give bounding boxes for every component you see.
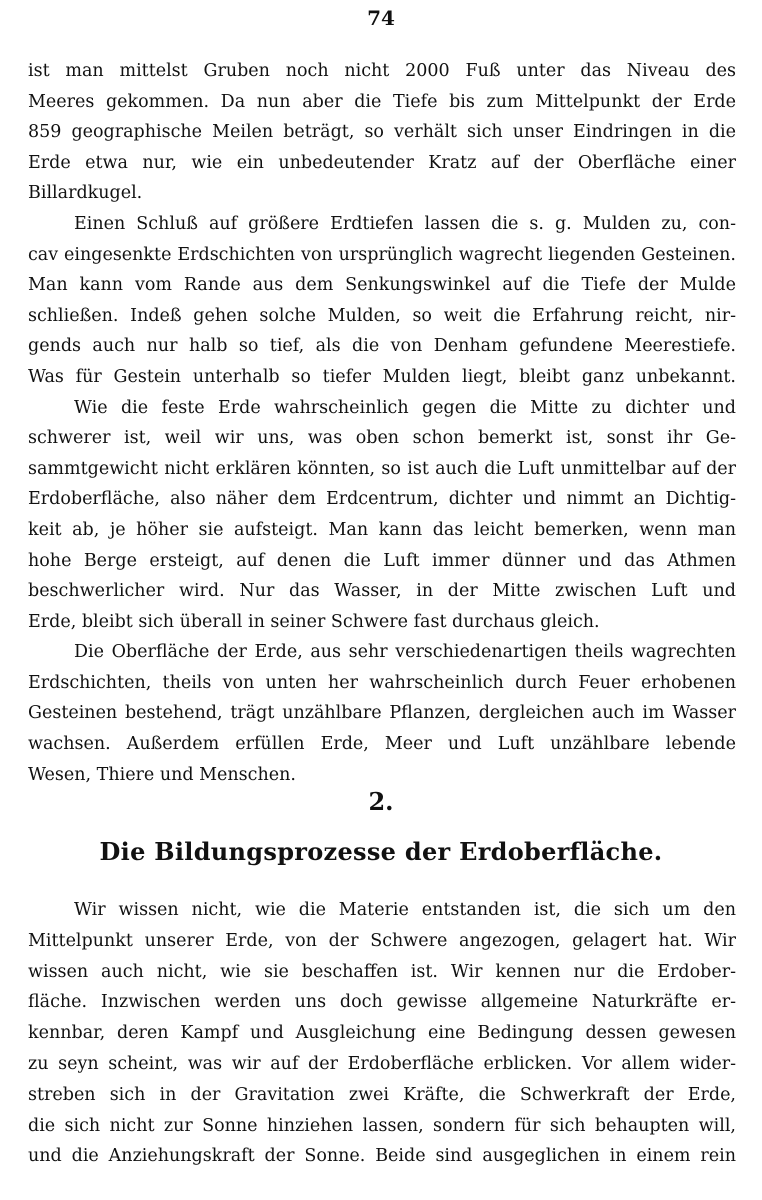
text-line: Wesen, Thiere und Menschen. (28, 764, 296, 785)
text-line: Gesteinen bestehend, trägt unzählbare Pflanzen, dergleichen auch im Wasser (28, 703, 736, 724)
text-line: schwerer ist, weil wir uns, was oben schon bemerkt ist, sonst ihr Ge- (28, 428, 736, 449)
text-line: sammtgewicht nicht erklären könnten, so ist auch die Luft unmittelbar auf der (28, 458, 736, 479)
text-line: Erdoberfläche, also näher dem Erdcentrum, dichter und nimmt an Dichtig- (28, 489, 736, 510)
text-line: ist man mittelst Gruben noch nicht 2000 Fuß unter das Niveau des (28, 61, 736, 81)
text-line: wachsen. Außerdem erfüllen Erde, Meer und Luft unzählbare lebende (28, 734, 736, 755)
paragraph-3 (28, 393, 736, 638)
body-text-upper (28, 56, 736, 790)
text-line: wissen auch nicht, wie sie beschaffen ist. Wir kennen nur die Erdober- (28, 961, 736, 982)
text-line: 859 geographische Meilen beträgt, so verhält sich unser Eindringen in die (28, 122, 736, 143)
section-title: Die Bildungsprozesse der Erdoberfläche. (99, 837, 663, 866)
text-line: hohe Berge ersteigt, auf denen die Luft immer dünner und das Athmen (28, 550, 736, 571)
text-line: schließen. Indeß gehen solche Mulden, so weit die Erfahrung reicht, nir- (28, 305, 736, 326)
paragraph-2 (28, 209, 736, 393)
text-line: Meeres gekommen. Da nun aber die Tiefe bis zum Mittelpunkt der Erde (28, 91, 736, 112)
text-line: kennbar, deren Kampf und Ausgleichung eine Bedingung dessen gewesen (28, 1023, 736, 1044)
paragraph-4 (28, 637, 736, 790)
text-line: die sich nicht zur Sonne hinziehen lassen, sondern für sich behaupten will, (28, 1115, 736, 1136)
text-line: Erde etwa nur, wie ein unbedeutender Kratz auf der Oberfläche einer (28, 152, 736, 173)
page-number: 74 (367, 6, 395, 30)
text-line: Erdschichten, theils von unten her wahrscheinlich durch Feuer erhobenen (28, 672, 736, 693)
text-line: cav eingesenkte Erdschichten von ursprünglich wagrecht liegenden Gesteinen. (28, 244, 736, 265)
text-line: Billardkugel. (28, 183, 143, 204)
text-line: Wir wissen nicht, wie die Materie entstanden ist, die sich um den (74, 900, 736, 920)
text-line: streben sich in der Gravitation zwei Kräfte, die Schwerkraft der Erde, (28, 1084, 736, 1105)
text-line: Was für Gestein unterhalb so tiefer Mulden liegt, bleibt ganz unbekannt. (28, 366, 736, 387)
text-line: fläche. Inzwischen werden uns doch gewisse allgemeine Naturkräfte er- (28, 992, 736, 1013)
text-line: Einen Schluß auf größere Erdtiefen lassen die s. g. Mulden zu, con- (74, 213, 736, 234)
text-line: Erde, bleibt sich überall in seiner Schwere fast durchaus gleich. (28, 611, 600, 632)
text-line: Wie die feste Erde wahrscheinlich gegen die Mitte zu dichter und (74, 397, 736, 418)
paragraph-1 (28, 56, 736, 209)
text-line: Die Oberfläche der Erde, aus sehr verschiedenartigen theils wagrechten (74, 642, 736, 663)
text-line: Man kann vom Rande aus dem Senkungswinkel auf die Tiefe der Mulde (28, 275, 736, 296)
text-line: keit ab, je höher sie aufsteigt. Man kann das leicht bemerken, wenn man (28, 519, 736, 540)
text-line: Mittelpunkt unserer Erde, von der Schwere angezogen, gelagert hat. Wir (28, 930, 736, 951)
paragraph-5 (28, 895, 736, 1172)
text-line: und die Anziehungskraft der Sonne. Beide sind ausgeglichen in einem rein (28, 1146, 736, 1167)
text-line: gends auch nur halb so tief, als die von Denham gefundene Meerestiefe. (28, 336, 736, 357)
body-text-lower (28, 895, 736, 1172)
text-line: zu seyn scheint, was wir auf der Erdoberfläche erblicken. Vor allem wider- (28, 1053, 736, 1074)
text-line: beschwerlicher wird. Nur das Wasser, in der Mitte zwischen Luft und (28, 581, 736, 602)
section-number: 2. (368, 787, 394, 816)
